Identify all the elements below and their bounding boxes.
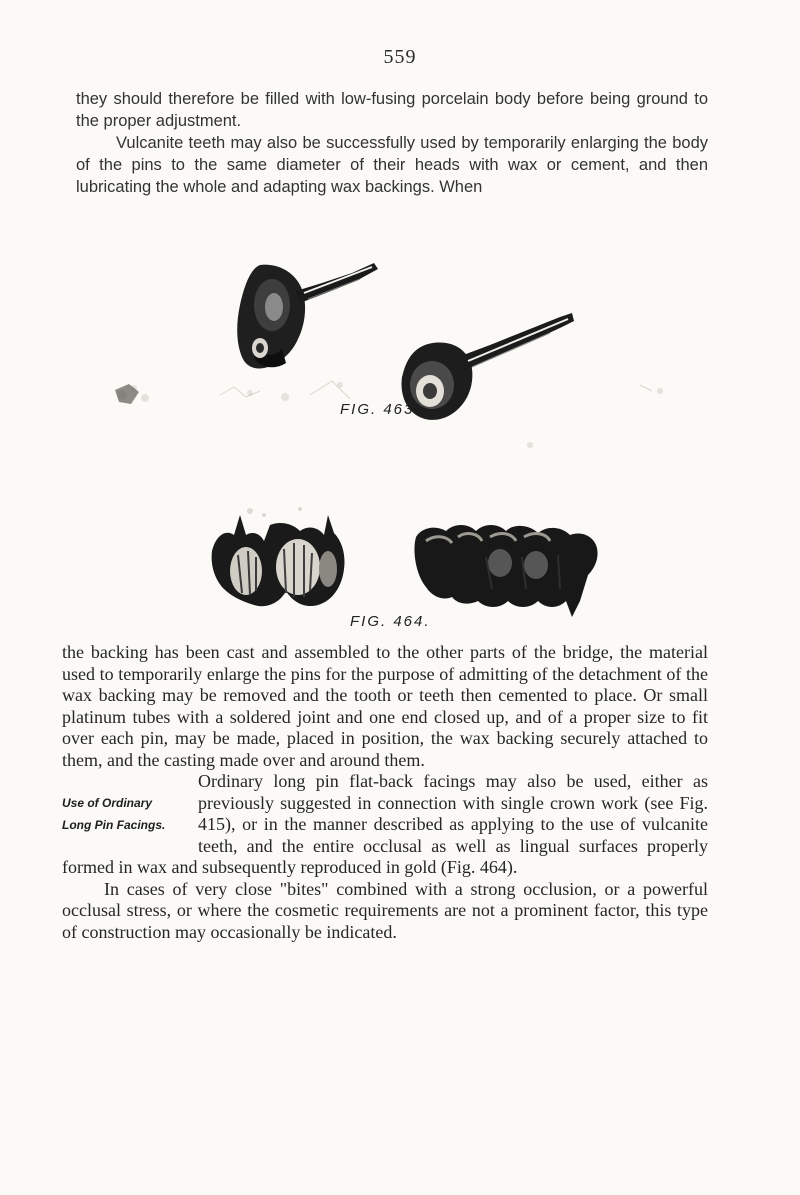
bridge-left [212,515,345,606]
figure-464-illustration [200,505,630,623]
margin-note-line: Long Pin Facings. [62,817,166,832]
paragraph: In cases of very close "bites" combined with a strong occlusion, or a powerful occlusal stress, or where the cosmetic requirements are not a prominent factor, this type of construction may occasionally be indicated. [62,878,708,942]
tooth-with-pin-1 [237,263,378,369]
paragraph: the backing has been cast and assembled to the other parts of the bridge, the material used to temporarily enlarge the pins for the purpose of admitting of the detachment of the wax backing may be removed and the tooth or teeth then cemented to place. Or small platinum tubes with a soldered joint and one end closed up, and of a proper size to fit over each pin, may be made, placed in position, the wax backing securely attached to them, and the casting made over and around them. [62,642,708,770]
paragraph-with-margin-note [62,771,708,879]
paragraph: Vulcanite teeth may also be successfully used by temporarily enlarging the body of the pins to the same diameter of their heads with wax or cement, and then lubricating the whole and adapting wax backings. When [76,134,708,196]
tooth-with-pin-2 [402,313,574,420]
figure-463-illustration [60,245,740,465]
figure-464-caption: FIG. 464. [350,613,431,630]
main-text-block [62,642,708,943]
bridge-right [414,525,597,617]
top-text-block [76,88,708,198]
page-number: 559 [383,46,417,68]
margin-note [62,793,188,836]
figure-463-caption: FIG. 463. [340,401,421,418]
margin-note-line: Use of Ordinary [62,796,153,810]
paragraph: Ordinary long pin flat-back facings may also be used, either as previously suggested in connection with single crown work (see Fig. 415), or in the manner described as applying to the use of vulcanite teeth, and the entire occlusal as well as lingual surfaces properly formed in wax and subsequently reproduced in gold (Fig. 464). [62,771,708,877]
paragraph: they should therefore be filled with low-fusing porcelain body before being ground to the proper adjustment. [76,90,708,130]
